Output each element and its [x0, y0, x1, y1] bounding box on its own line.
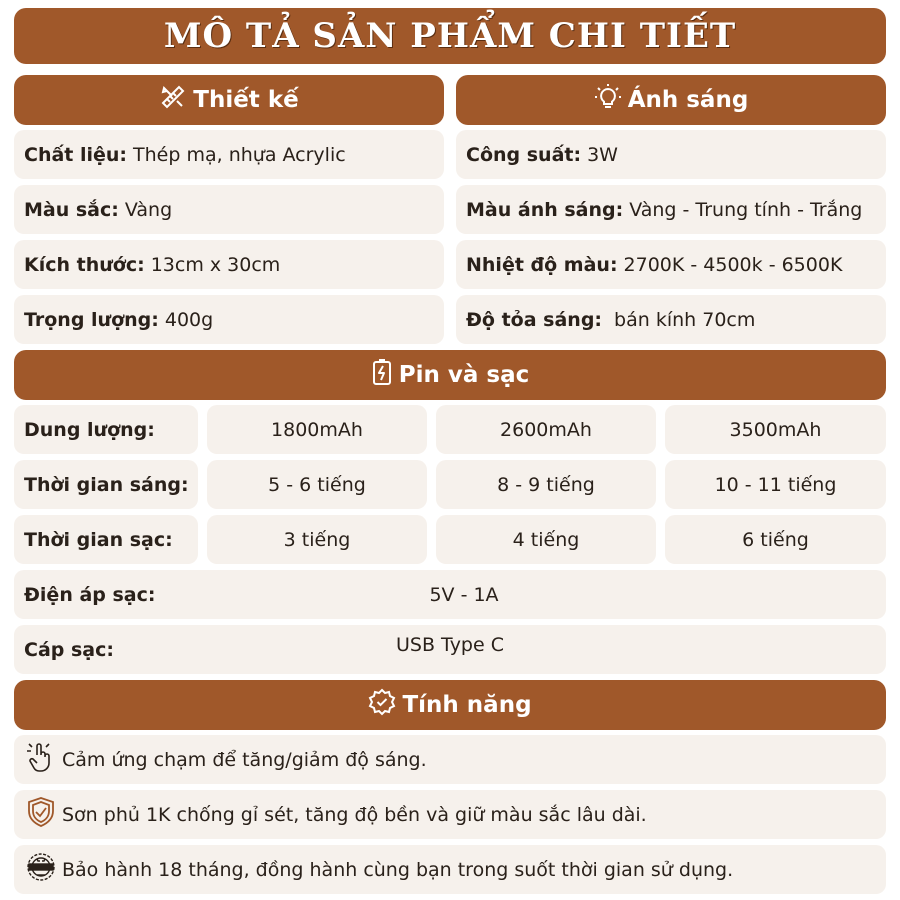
- design-row-material: [14, 130, 444, 179]
- touch-hand-icon: [26, 741, 56, 778]
- battery-charging-icon: [371, 358, 393, 392]
- battery-row-cable: [14, 625, 886, 674]
- row-label: Thời gian sáng:: [24, 473, 189, 496]
- design-row-size: [14, 240, 444, 289]
- battery-value: 3 tiếng: [207, 515, 427, 564]
- row-value: 3W: [587, 143, 618, 166]
- gear-badge-icon: [368, 688, 396, 722]
- battery-header: [14, 350, 886, 400]
- row-label: Kích thước:: [24, 253, 145, 276]
- feature-text: Bảo hành 18 tháng, đồng hành cùng bạn trong suốt thời gian sử dụng.: [62, 858, 734, 881]
- row-label: Cáp sạc:: [24, 638, 114, 661]
- row-value: Thép mạ, nhựa Acrylic: [133, 143, 346, 166]
- lighting-header-label: Ánh sáng: [627, 87, 749, 113]
- design-tools-icon: [159, 83, 187, 117]
- design-row-color: [14, 185, 444, 234]
- battery-label-charge-time: [14, 515, 198, 564]
- row-label: Trọng lượng:: [24, 308, 159, 331]
- battery-label-capacity: [14, 405, 198, 454]
- row-label: Công suất:: [466, 143, 582, 166]
- features-header-label: Tính năng: [402, 692, 532, 718]
- battery-value: 6 tiếng: [665, 515, 886, 564]
- battery-label-light-time: [14, 460, 198, 509]
- shield-check-icon: [26, 796, 56, 833]
- battery-row-voltage: [14, 570, 886, 619]
- battery-value: 3500mAh: [665, 405, 886, 454]
- design-row-weight: [14, 295, 444, 344]
- feature-item-coating: [14, 790, 886, 839]
- row-label: Chất liệu:: [24, 143, 128, 166]
- lighting-row-power: [456, 130, 886, 179]
- row-label: Điện áp sạc:: [24, 583, 156, 606]
- row-value: Vàng - Trung tính - Trắng: [629, 198, 863, 221]
- row-value: USB Type C: [396, 634, 504, 656]
- design-header: [14, 75, 444, 125]
- feature-text: Sơn phủ 1K chống gỉ sét, tăng độ bền và giữ màu sắc lâu dài.: [62, 803, 647, 826]
- battery-value: 8 - 9 tiếng: [436, 460, 656, 509]
- battery-value: 1800mAh: [207, 405, 427, 454]
- battery-value: 4 tiếng: [436, 515, 656, 564]
- battery-value: 2600mAh: [436, 405, 656, 454]
- row-label: Màu sắc:: [24, 198, 119, 221]
- row-value: 5V - 1A: [429, 583, 499, 606]
- feature-text: Cảm ứng chạm để tăng/giảm độ sáng.: [62, 748, 427, 771]
- row-label: Dung lượng:: [24, 418, 155, 441]
- warranty-seal-icon: [26, 852, 56, 887]
- row-value: Vàng: [124, 198, 173, 221]
- lighting-row-light-color: [456, 185, 886, 234]
- feature-item-touch: [14, 735, 886, 784]
- light-bulb-icon: [594, 83, 622, 117]
- row-value: 2700K - 4500k - 6500K: [623, 253, 843, 276]
- lighting-header: [456, 75, 886, 125]
- row-label: Màu ánh sáng:: [466, 198, 624, 221]
- row-label: Nhiệt độ màu:: [466, 253, 618, 276]
- battery-value: 5 - 6 tiếng: [207, 460, 427, 509]
- battery-value: 10 - 11 tiếng: [665, 460, 886, 509]
- lighting-row-radius: [456, 295, 886, 344]
- row-value: 400g: [164, 308, 214, 331]
- row-value: 13cm x 30cm: [150, 253, 281, 276]
- feature-item-warranty: [14, 845, 886, 894]
- features-header: [14, 680, 886, 730]
- page-title: MÔ TẢ SẢN PHẨM CHI TIẾT: [14, 8, 886, 64]
- row-label: Độ tỏa sáng:: [466, 308, 603, 331]
- design-header-label: Thiết kế: [193, 87, 299, 113]
- row-label: Thời gian sạc:: [24, 528, 173, 551]
- lighting-row-temperature: [456, 240, 886, 289]
- row-value: bán kính 70cm: [608, 308, 756, 331]
- battery-header-label: Pin và sạc: [398, 362, 530, 388]
